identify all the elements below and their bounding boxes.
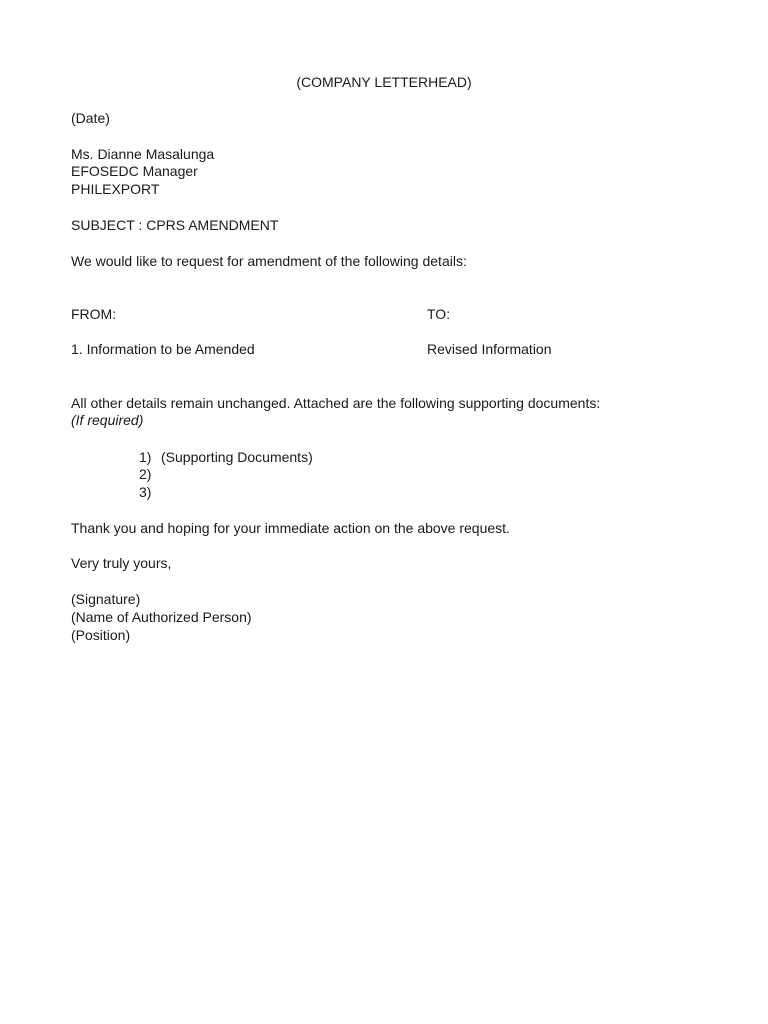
intro-paragraph: We would like to request for amendment of the following details: [71, 253, 467, 269]
remain-paragraph: All other details remain unchanged. Attached are the following supporting documents: [71, 395, 601, 411]
supporting-doc-number-2: 2) [139, 466, 152, 482]
recipient-name: Ms. Dianne Masalunga [71, 146, 215, 162]
recipient-title: EFOSEDC Manager [71, 163, 198, 179]
signatory-position: (Position) [71, 627, 131, 643]
supporting-doc-text-1: (Supporting Documents) [161, 449, 313, 465]
company-letterhead: (COMPANY LETTERHEAD) [296, 74, 472, 90]
closing-paragraph: Thank you and hoping for your immediate action on the above request. [71, 520, 510, 536]
supporting-doc-number-1: 1) [139, 449, 152, 465]
amendment-from-item: 1. Information to be Amended [71, 341, 255, 357]
to-label: TO: [427, 306, 451, 322]
supporting-doc-number-3: 3) [139, 484, 152, 500]
letter-subject: SUBJECT : CPRS AMENDMENT [71, 217, 279, 233]
signatory-name: (Name of Authorized Person) [71, 609, 252, 625]
from-label: FROM: [71, 306, 117, 322]
recipient-organization: PHILEXPORT [71, 181, 160, 197]
letter-date: (Date) [71, 110, 110, 126]
if-required-note: (If required) [71, 412, 144, 428]
valediction: Very truly yours, [71, 555, 172, 571]
amendment-to-item: Revised Information [427, 341, 552, 357]
signature-placeholder: (Signature) [71, 591, 141, 607]
